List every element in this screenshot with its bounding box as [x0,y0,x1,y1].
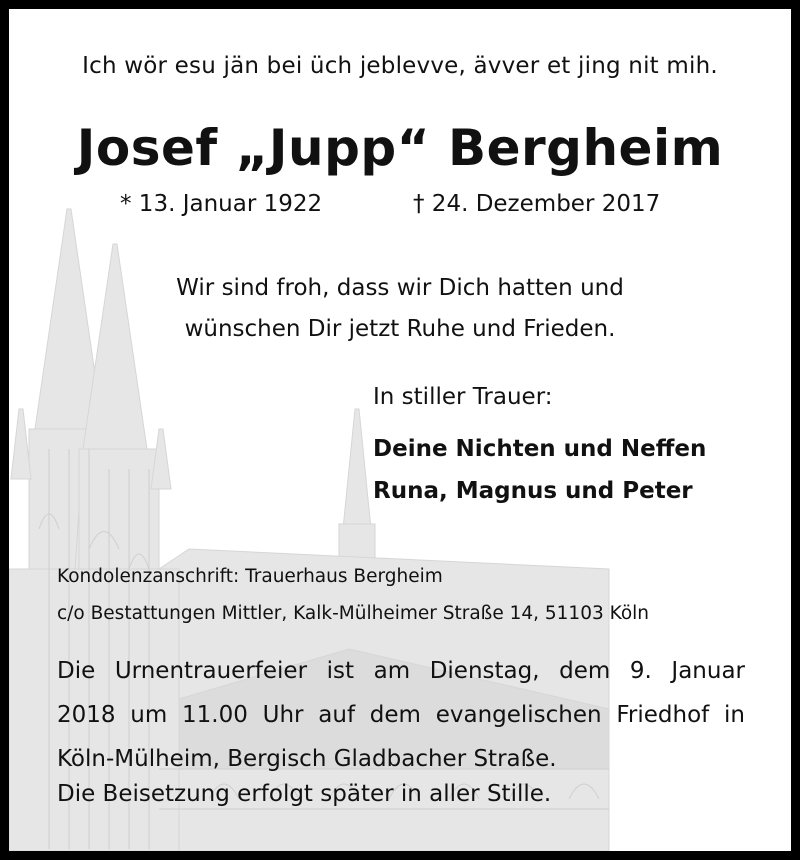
burial-note: Die Beisetzung erfolgt später in aller Stille. [57,781,552,807]
farewell-message-line-1: Wir sind froh, dass wir Dich hatten und [176,275,624,301]
dialect-motto: Ich wör esu jän bei üch jeblevve, ävver et jing nit mih. [82,53,718,79]
mourning-intro: In stiller Trauer: [373,384,553,410]
mourners-line-1: Deine Nichten und Neffen [373,436,707,462]
farewell-message-line-2: wünschen Dir jetzt Ruhe und Frieden. [184,316,616,342]
ceremony-announcement [57,649,745,781]
ceremony-line-1: Die Urnentrauerfeier ist am Dienstag, dem 9. Januar [57,658,745,684]
condolence-address-line-2: c/o Bestattungen Mittler, Kalk-Mülheimer Straße 14, 51103 Köln [57,603,650,624]
birth-date: * 13. Januar 1922 [120,191,323,217]
ceremony-line-2: 2018 um 11.00 Uhr auf dem evangelischen Friedhof in [57,702,745,728]
deceased-name: Josef „Jupp“ Bergheim [76,119,724,177]
ceremony-line-3: Köln-Mülheim, Bergisch Gladbacher Straße. [57,746,557,772]
condolence-address-line-1: Kondolenzanschrift: Trauerhaus Bergheim [57,566,443,587]
death-date: † 24. Dezember 2017 [413,191,661,217]
mourners-line-2: Runa, Magnus und Peter [373,478,693,504]
